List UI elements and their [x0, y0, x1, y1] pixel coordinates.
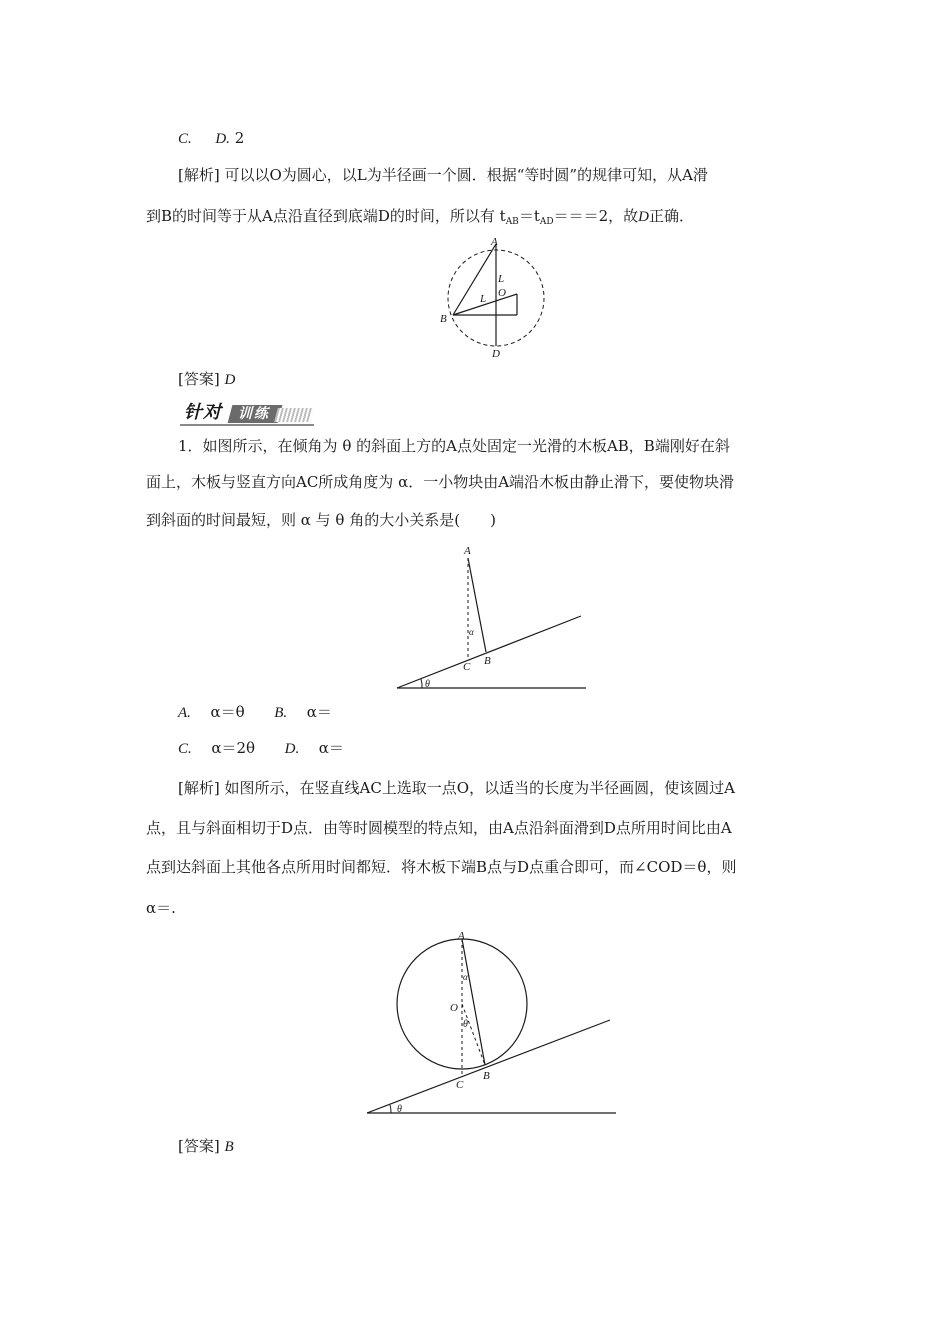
label-l-2: L [480, 293, 487, 305]
label-a: A [464, 545, 471, 557]
analysis-2-line-c: 点到达斜面上其他各点所用时间都短．将木板下端B点与D点重合即可，而∠COD＝θ，则 [146, 858, 737, 876]
badge-underline [180, 424, 314, 426]
options-ab-line [178, 702, 332, 723]
radius-ob-dashed [462, 1004, 485, 1065]
label-alpha: α [469, 627, 474, 637]
label-o: O [450, 1002, 458, 1014]
incline-line [397, 616, 581, 688]
label-d: D [492, 348, 500, 360]
badge-part-2: 训练 [228, 405, 283, 423]
option-c-label: C. [178, 741, 192, 757]
label-theta: θ [397, 1104, 402, 1115]
board-ab [468, 558, 486, 652]
option-d-ref: D [638, 209, 649, 225]
analysis-2-line-a [178, 778, 735, 798]
analysis-text: 可以以O为圆心，以L为半径画一个圆．根据“等时圆”的规律可知，从A滑 [224, 166, 708, 184]
label-c: C [463, 661, 471, 673]
option-d-label: D. [215, 131, 230, 147]
option-c-label: C. [178, 131, 192, 147]
answer-value: D [224, 372, 236, 388]
question-1-line-c: 到斜面的时间最短，则 α 与 θ 角的大小关系是( ) [146, 511, 496, 529]
option-a-label: A. [178, 705, 191, 721]
analysis-1-line-b [146, 206, 694, 232]
badge-stripes [274, 408, 314, 422]
analysis-2-line-d: α＝. [146, 899, 176, 917]
answer-2 [178, 1136, 234, 1157]
option-b-text: α＝ [306, 703, 332, 721]
figure-2-incline-diagram [392, 540, 592, 692]
options-cd-line-2 [178, 738, 344, 759]
question-1-line-b: 面上，木板与竖直方向AC所成角度为 α．一小物块由A端沿木板由静止滑下，要使物块滑 [146, 473, 735, 491]
answer-tag: [答案] [178, 1137, 220, 1155]
option-d-value: 2 [234, 129, 245, 147]
label-l-1: L [498, 273, 505, 285]
option-d-label: D. [284, 741, 300, 757]
analysis-text: ＝t [518, 207, 540, 225]
board-ab [462, 939, 485, 1065]
analysis-text: 到B的时间等于从A点沿直径到底端D的时间，所以有 t [146, 207, 506, 225]
analysis-tag: [解析] [178, 166, 220, 184]
option-a-text: α＝θ [210, 703, 245, 721]
label-a: A [458, 930, 465, 942]
option-c-text: α＝2θ [211, 739, 256, 757]
label-b: B [484, 655, 491, 667]
answer-1 [178, 369, 235, 390]
label-o: O [498, 287, 506, 299]
option-d-text: α＝ [318, 739, 344, 757]
analysis-1-line-a [178, 165, 708, 185]
analysis-text: 正确． [648, 207, 694, 225]
badge-part-1: 针对 [184, 402, 222, 423]
label-alpha: α [463, 972, 468, 982]
analysis-text: ＝＝＝2，故 [553, 207, 639, 225]
label-theta: θ [425, 679, 430, 690]
figure-1-circle-diagram [436, 236, 552, 362]
options-cd-line [178, 128, 244, 149]
section-badge [180, 402, 314, 426]
analysis-text: 如图所示，在竖直线AC上选取一点O，以适当的长度为半径画圆，使该圆过A [224, 779, 735, 797]
subscript-ad: AD [539, 217, 554, 227]
label-b: B [483, 1070, 490, 1082]
question-1-line-a: 1．如图所示，在倾角为 θ 的斜面上方的A点处固定一光滑的木板AB，B端刚好在斜 [178, 437, 730, 455]
label-b: B [440, 313, 447, 325]
theta-arc [421, 679, 422, 688]
subscript-ab: AB [505, 217, 519, 227]
option-b-label: B. [274, 705, 288, 721]
figure-3-tangent-circle-diagram [362, 928, 622, 1120]
analysis-tag: [解析] [178, 779, 220, 797]
label-c: C [456, 1079, 464, 1091]
label-a: A [491, 236, 498, 248]
incline-line [367, 1020, 610, 1113]
label-theta-inner: θ [463, 1019, 468, 1030]
theta-arc [390, 1105, 391, 1113]
analysis-2-line-b: 点，且与斜面相切于D点．由等时圆模型的特点知，由A点沿斜面滑到D点所用时间比由A [146, 819, 732, 837]
answer-tag: [答案] [178, 370, 220, 388]
answer-value: B [224, 1139, 234, 1155]
